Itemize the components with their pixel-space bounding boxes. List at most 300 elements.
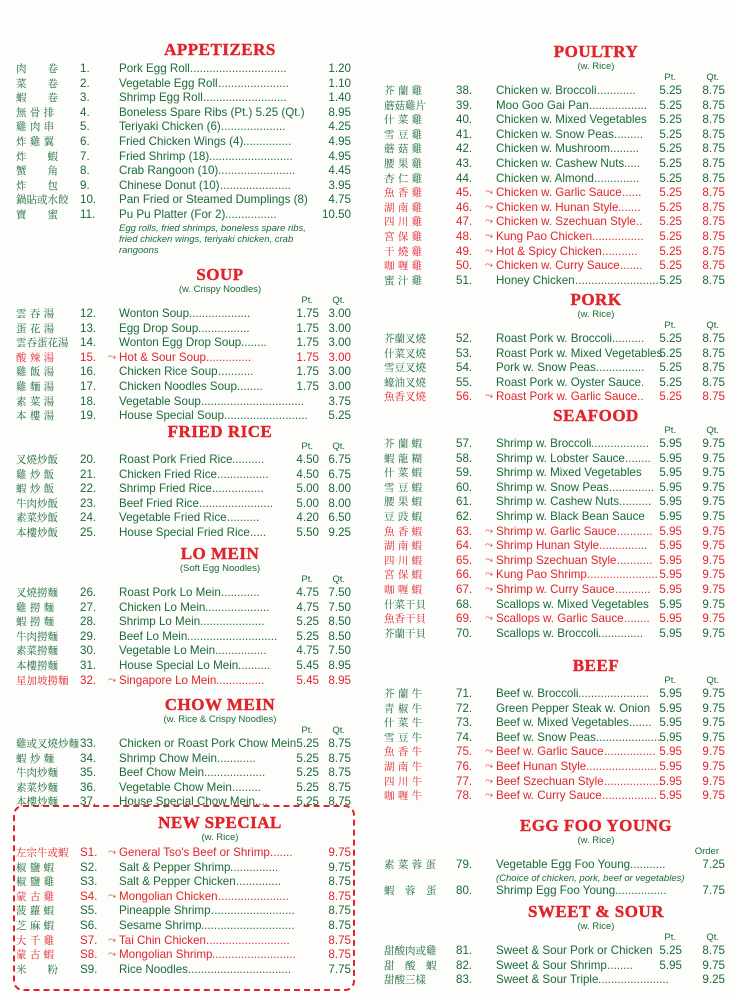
item-chinese-name: 湖 南 雞: [384, 201, 423, 214]
item-leader-dots: ................................: [188, 962, 292, 976]
menu-item: [16, 846, 351, 861]
item-name: Vegetable Egg Foo Young: [496, 858, 631, 871]
item-name: Beef w. Curry Sauce: [496, 789, 602, 803]
item-leader-dots: ...........: [602, 244, 638, 258]
item-price-pint: 1.75: [296, 350, 319, 364]
menu-item: [384, 959, 726, 974]
item-name: Kung Pao Shrimp: [496, 568, 587, 582]
item-number: 29.: [80, 629, 97, 643]
item-chinese-name: 牛肉炒飯: [16, 497, 58, 510]
menu-item: [384, 113, 726, 128]
item-chinese-name: 什菜干貝: [384, 598, 426, 611]
item-leader-dots: ....................: [221, 120, 286, 134]
item-name: Mongolian Shrimp: [119, 948, 213, 962]
item-number: 78.: [456, 789, 473, 803]
item-leader-dots: ......: [622, 186, 642, 200]
item-price: 8.75: [702, 156, 725, 170]
item-number: 12.: [80, 307, 97, 320]
item-price: 3.95: [328, 178, 351, 192]
item-name: Shrimp w. Garlic Sauce: [496, 524, 617, 538]
item-price-pint: 5.95: [659, 789, 682, 803]
item-chinese-name: 豆 豉 蝦: [384, 510, 423, 523]
menu-item: [16, 468, 351, 483]
item-leader-dots: ...............: [230, 860, 279, 874]
item-price-pint: 5.25: [296, 780, 319, 794]
item-name: Shrimp w. Mixed Vegetables: [496, 466, 642, 480]
item-price: 8.75: [328, 737, 351, 750]
item-name: Kung Pao Chicken: [496, 229, 593, 243]
item-name: Scallops w. Garlic Sauce: [496, 612, 624, 626]
item-price: 9.75: [702, 524, 725, 538]
menu-item: [384, 510, 726, 525]
item-name: Roast Pork Fried Rice: [119, 453, 233, 466]
section-seafood: [384, 406, 726, 641]
item-number: 32.: [80, 673, 97, 687]
section-title: POULTRY: [553, 42, 639, 61]
item-name: Chicken w. Mushroom: [496, 142, 611, 156]
item-leader-dots: ........: [624, 612, 650, 626]
item-number: S1.: [80, 846, 98, 859]
item-name: Shrimp Szechuan Style: [496, 553, 617, 567]
spicy-icon: ⤳: [108, 674, 116, 686]
menu-item: [384, 627, 726, 642]
item-price-pint: 5.95: [659, 480, 682, 494]
menu-item: [16, 948, 351, 963]
menu-item: [16, 106, 351, 121]
menu-item: [384, 539, 726, 554]
price-header: [384, 425, 726, 437]
item-leader-dots: ...................: [189, 307, 251, 320]
item-chinese-name: 干 燒 雞: [384, 245, 423, 258]
menu-item: [384, 466, 726, 481]
item-chinese-name: 本樓炒飯: [16, 526, 58, 539]
item-number: 39.: [456, 98, 473, 112]
item-price: 8.75: [702, 375, 725, 389]
item-price-pint: 4.50: [296, 453, 319, 466]
item-name: Pork w. Snow Peas: [496, 361, 596, 375]
item-number: 76.: [456, 759, 473, 773]
item-number: 20.: [80, 453, 97, 466]
spicy-icon: ⤳: [108, 351, 116, 363]
item-chinese-name: 甜 酸 蝦: [384, 959, 437, 972]
item-price: 9.75: [702, 597, 725, 611]
item-chinese-name: 素菜撈麵: [16, 645, 58, 658]
item-leader-dots: ...........: [617, 553, 653, 567]
item-leader-dots: ..........: [612, 332, 645, 345]
menu-item: [384, 230, 726, 245]
item-name: Fried Shrimp (18): [119, 149, 210, 163]
item-price-pint: 5.95: [659, 466, 682, 480]
menu-item: [384, 525, 726, 540]
item-number: 77.: [456, 774, 473, 788]
section-egg-foo-young: [384, 816, 726, 898]
section-lo-mein: [16, 544, 351, 688]
menu-item: [384, 702, 726, 717]
menu-item: [16, 586, 351, 601]
spicy-icon: ⤳: [108, 934, 116, 946]
item-price: 8.00: [328, 482, 351, 496]
item-chinese-name: 青 椒 牛: [384, 702, 423, 715]
item-price: 3.00: [328, 365, 351, 379]
menu-item: [384, 858, 726, 873]
pint-label: Pt.: [301, 441, 313, 452]
item-number: 68.: [456, 597, 473, 611]
item-name: Shrimp w. Cashew Nuts: [496, 495, 620, 509]
item-leader-dots: ......................: [220, 178, 291, 192]
item-price-pint: 5.25: [659, 244, 682, 258]
item-number: 64.: [456, 539, 473, 553]
item-price-pint: 5.95: [659, 437, 682, 450]
item-leader-dots: ......................: [586, 759, 657, 773]
item-number: 22.: [80, 482, 97, 496]
item-number: 44.: [456, 171, 473, 185]
item-price: 7.50: [328, 600, 351, 614]
section-pork: [384, 290, 726, 405]
item-number: 59.: [456, 466, 473, 480]
item-chinese-name: 芥 蘭 雞: [384, 85, 423, 97]
item-chinese-name: 牛肉炒麵: [16, 767, 58, 780]
item-price-pint: 5.95: [659, 687, 682, 700]
item-chinese-name: 素 菜 湯: [16, 395, 55, 408]
item-price: 4.45: [328, 164, 351, 178]
spicy-icon: ⤳: [485, 391, 493, 403]
item-name: Vegetable Soup: [119, 394, 201, 408]
item-price-pint: 5.25: [659, 156, 682, 170]
menu-item: [16, 781, 351, 796]
item-leader-dots: ..........................: [575, 273, 659, 287]
menu-item: [384, 259, 726, 274]
item-chinese-name: 芝 麻 蝦: [16, 919, 55, 932]
pint-label: Pt.: [301, 295, 313, 306]
menu-item: [16, 752, 351, 767]
menu-item: [16, 77, 351, 92]
item-price: 1.40: [328, 91, 351, 105]
spicy-icon: ⤳: [108, 847, 116, 858]
price-header: [16, 441, 351, 453]
item-number: S7.: [80, 933, 98, 947]
menu-item: [384, 361, 726, 376]
menu-item: [16, 511, 351, 526]
item-price: 8.75: [702, 171, 725, 185]
item-chinese-name: 雲吞蛋花湯: [16, 337, 69, 350]
item-leader-dots: ................: [225, 207, 277, 221]
item-number: 43.: [456, 156, 473, 170]
item-price: 8.95: [328, 105, 351, 119]
item-name: Shrimp w. Curry Sauce: [496, 582, 615, 596]
menu-item: [384, 775, 726, 790]
spicy-icon: ⤳: [485, 216, 493, 228]
item-price-pint: 5.25: [659, 375, 682, 389]
quart-label: Qt.: [332, 441, 345, 452]
spicy-icon: ⤳: [485, 569, 493, 581]
item-price-pint: 5.25: [659, 259, 682, 273]
item-name: Chicken w. Curry Sauce: [496, 259, 620, 273]
item-price-pint: 5.00: [296, 496, 319, 510]
item-price: 4.95: [328, 149, 351, 163]
spicy-icon: ⤳: [485, 187, 493, 199]
item-leader-dots: ........: [237, 379, 263, 393]
menu-item: [384, 84, 726, 99]
item-price: 8.75: [702, 215, 725, 229]
item-leader-dots: .....: [250, 525, 267, 539]
item-chinese-name: 星加坡撈麵: [16, 674, 69, 687]
price-header: [16, 295, 351, 307]
item-name: Chicken Fried Rice: [119, 467, 217, 481]
item-chinese-name: 素菜炒飯: [16, 512, 58, 525]
item-price: 8.75: [702, 229, 725, 243]
item-number: 46.: [456, 200, 473, 214]
item-leader-dots: ......................: [578, 687, 649, 700]
item-leader-dots: ..: [637, 390, 644, 404]
spicy-icon: ⤳: [485, 245, 493, 257]
item-number: 30.: [80, 644, 97, 658]
item-number: 54.: [456, 361, 473, 375]
menu-item: [16, 380, 351, 395]
item-chinese-name: 咖 喱 雞: [384, 260, 423, 273]
section-appetizers: [16, 40, 351, 256]
item-price: 8.95: [328, 673, 351, 687]
item-number: S3.: [80, 875, 98, 889]
item-chinese-name: 雞 麵 湯: [16, 380, 55, 393]
item-name: Beef Fried Rice: [119, 496, 199, 510]
spicy-icon: ⤳: [485, 746, 493, 758]
item-chinese-name: 雲 吞 湯: [16, 308, 55, 320]
item-chinese-name: 蛋 花 湯: [16, 322, 55, 335]
item-number: S6.: [80, 918, 98, 932]
item-price-pint: 5.25: [659, 273, 682, 287]
price-header: [384, 932, 726, 944]
item-name: Hot & Spicy Chicken: [496, 244, 602, 258]
item-price: 8.75: [328, 795, 351, 809]
item-chinese-name: 什 菜 雞: [384, 114, 423, 127]
item-number: 5.: [80, 120, 90, 134]
quart-label: Qt.: [332, 574, 345, 585]
menu-item: [16, 120, 351, 135]
menu-item: [16, 674, 351, 689]
menu-item: [16, 875, 351, 890]
item-price-pint: 5.25: [659, 127, 682, 141]
item-price: 8.75: [702, 200, 725, 214]
item-chinese-name: 蝦 撈 麵: [16, 616, 55, 629]
item-name: Roast Pork w. Mixed Vegetables: [496, 346, 663, 360]
price-header: [384, 72, 726, 84]
item-name: Rice Noodles: [119, 962, 188, 976]
item-chinese-name: 咖 喱 蝦: [384, 583, 423, 596]
item-price: 9.75: [702, 539, 725, 553]
section-fried-rice: [16, 422, 351, 541]
item-price: 4.75: [328, 193, 351, 207]
item-number: 71.: [456, 687, 473, 700]
item-price-pint: 5.95: [659, 759, 682, 773]
item-name: Sweet & Sour Triple: [496, 973, 599, 987]
item-leader-dots: ......................: [598, 973, 669, 987]
item-chinese-name: 菜 卷: [16, 77, 58, 90]
item-number: 11.: [80, 207, 96, 221]
item-price: 9.75: [328, 846, 351, 859]
item-price: 3.00: [328, 379, 351, 393]
item-price: 8.75: [328, 933, 351, 947]
item-number: 37.: [80, 795, 97, 809]
item-price: 8.75: [328, 904, 351, 918]
item-price: 7.75: [328, 962, 351, 976]
menu-item: [16, 963, 351, 978]
item-chinese-name: 牛肉撈麵: [16, 630, 58, 643]
item-leader-dots: ........................: [218, 164, 296, 178]
spicy-icon: ⤳: [485, 554, 493, 566]
pint-label: Pt.: [664, 425, 676, 436]
quart-label: Qt.: [332, 725, 345, 736]
item-leader-dots: ............: [217, 751, 256, 765]
item-price-pint: 5.95: [659, 612, 682, 626]
quart-label: Qt.: [706, 425, 719, 436]
item-leader-dots: ...............: [216, 673, 265, 687]
item-price: 3.00: [328, 321, 351, 335]
item-number: 61.: [456, 495, 473, 509]
item-number: 72.: [456, 701, 473, 715]
item-chinese-name: 米 粉: [16, 963, 58, 976]
menu-item: [16, 795, 351, 810]
item-name: Chinese Donut (10): [119, 178, 220, 192]
pint-label: Pt.: [301, 574, 313, 585]
item-price-pint: 5.95: [659, 730, 682, 744]
item-chinese-name: 蘑菇雞片: [384, 99, 426, 112]
item-number: 57.: [456, 437, 473, 450]
item-price-pint: 5.95: [659, 626, 682, 640]
item-leader-dots: ..................: [604, 774, 662, 788]
item-price: 3.00: [328, 307, 351, 320]
item-leader-dots: ....................: [596, 730, 661, 744]
item-price: 8.50: [328, 615, 351, 629]
item-price: 9.75: [702, 480, 725, 494]
item-chinese-name: 腰 果 蝦: [384, 496, 423, 509]
item-number: 66.: [456, 568, 473, 582]
item-chinese-name: 雞 炒 飯: [16, 468, 55, 481]
item-leader-dots: .......: [618, 200, 641, 214]
item-price-pint: 5.95: [659, 553, 682, 567]
item-price: 7.75: [702, 883, 725, 897]
item-leader-dots: ......................: [218, 76, 289, 90]
item-leader-dots: ..................: [589, 98, 647, 112]
item-chinese-name: 芥 蘭 蝦: [384, 438, 423, 450]
item-chinese-name: 魚香干貝: [384, 613, 426, 626]
item-leader-dots: ..............: [594, 171, 640, 185]
item-price: 8.75: [702, 332, 725, 345]
item-price-pint: 5.95: [659, 568, 682, 582]
item-leader-dots: .................: [602, 789, 657, 803]
item-name: Chicken w. Garlic Sauce: [496, 186, 622, 200]
item-chinese-name: 叉燒撈麵: [16, 587, 58, 599]
item-number: 8.: [80, 164, 90, 178]
item-leader-dots: ..................: [591, 437, 649, 450]
item-price: 9.75: [702, 437, 725, 450]
item-price-pint: 1.75: [296, 379, 319, 393]
item-name: Roast Pork w. Oyster Sauce: [496, 375, 641, 389]
item-price-pint: 5.25: [659, 944, 682, 957]
item-price-pint: 5.25: [659, 346, 682, 360]
price-header: [384, 846, 726, 858]
item-price: 8.75: [702, 346, 725, 360]
item-price-pint: 5.25: [659, 361, 682, 375]
item-number: 19.: [80, 409, 97, 423]
item-chinese-name: 魚香叉燒: [384, 391, 426, 404]
item-number: 23.: [80, 496, 97, 510]
item-number: 3.: [80, 91, 90, 105]
item-leader-dots: .........: [614, 127, 643, 141]
item-name: Singapore Lo Mein: [119, 673, 217, 687]
item-number: 70.: [456, 626, 473, 640]
item-price-pint: 5.25: [296, 629, 319, 643]
item-name: Shrimp w. Black Bean Sauce: [496, 509, 645, 523]
item-name: Beef w. Broccoli: [496, 687, 579, 700]
item-chinese-name: 蝦 龍 糊: [384, 452, 423, 465]
item-chinese-name: 雞或叉燒炒麵: [16, 738, 79, 750]
item-chinese-name: 杏 仁 雞: [384, 172, 423, 185]
menu-item: [16, 497, 351, 512]
item-chinese-name: 湖 南 蝦: [384, 540, 423, 553]
menu-item: [384, 157, 726, 172]
section-title: NEW SPECIAL: [158, 813, 282, 832]
item-price-pint: 5.95: [659, 597, 682, 611]
item-price: 3.75: [328, 394, 351, 408]
item-leader-dots: ......................: [587, 568, 658, 582]
pint-label: Pt.: [664, 932, 676, 943]
section-subtitle: (Soft Egg Noodles): [179, 563, 261, 574]
item-chinese-name: 蒙 古 蝦: [16, 949, 55, 962]
item-name: Vegetable Lo Mein: [119, 644, 216, 658]
item-leader-dots: .........: [610, 142, 639, 156]
item-name: Scallops w. Broccoli: [496, 626, 599, 640]
item-price-pint: 1.75: [296, 336, 319, 350]
item-price: 3.00: [328, 350, 351, 364]
item-number: 42.: [456, 142, 473, 156]
item-price: 9.75: [702, 568, 725, 582]
item-name: Chicken w. Hunan Style: [496, 200, 619, 214]
item-number: 83.: [456, 973, 473, 987]
item-price: 8.75: [702, 273, 725, 287]
item-number: 49.: [456, 244, 473, 258]
item-name: Vegetable Chow Mein: [119, 780, 232, 794]
item-chinese-name: 雪 豆 雞: [384, 128, 423, 141]
item-chinese-name: 咖 喱 牛: [384, 790, 423, 803]
spicy-icon: ⤳: [485, 790, 493, 802]
item-chinese-name: 本 樓 湯: [16, 410, 55, 423]
item-leader-dots: ...........: [617, 524, 653, 538]
item-leader-dots: ................: [592, 229, 644, 243]
item-number: 60.: [456, 480, 473, 494]
menu-item: [16, 601, 351, 616]
item-chinese-name: 鍋貼或水餃: [16, 194, 69, 207]
item-name: Pork Egg Roll: [119, 62, 190, 75]
item-chinese-name: 素菜炒麵: [16, 781, 58, 794]
menu-item: [384, 944, 726, 959]
section-soup: [16, 265, 351, 424]
item-name: Chicken w. Cashew Nuts: [496, 156, 625, 170]
item-number: 79.: [456, 858, 473, 871]
item-name: Beef w. Mixed Vegetables: [496, 716, 629, 730]
item-leader-dots: ...............: [596, 361, 645, 375]
item-chinese-name: 芥蘭干貝: [384, 627, 426, 640]
item-chinese-name: 蝦 炒 飯: [16, 483, 55, 496]
item-leader-dots: ..........: [619, 495, 652, 509]
item-price-pint: 4.20: [296, 511, 319, 525]
item-name: Boneless Spare Ribs (Pt.) 5.25 (Qt.): [119, 105, 305, 119]
section-title: LO MEIN: [180, 544, 260, 563]
item-number: 38.: [456, 84, 473, 97]
item-leader-dots: ............................: [187, 629, 278, 643]
section-subtitle: (w. Rice & Crispy Noodles): [163, 714, 277, 725]
item-price-pint: 5.95: [659, 451, 682, 465]
quart-label: Qt.: [706, 72, 719, 83]
